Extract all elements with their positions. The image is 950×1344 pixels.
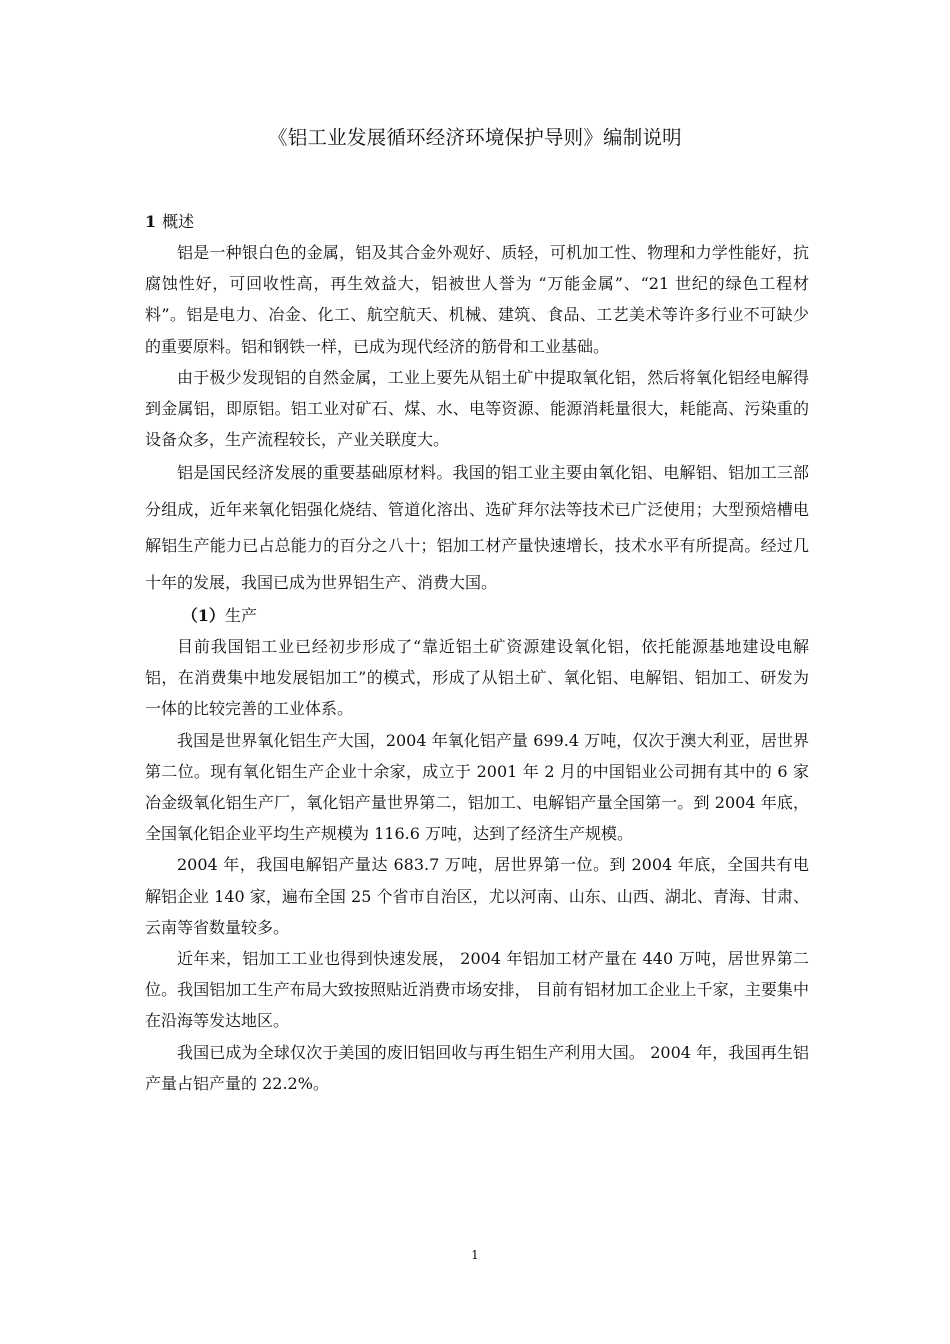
section-label: 概述 xyxy=(162,212,195,231)
section-heading xyxy=(145,207,809,237)
paragraph: 我国已成为全球仅次于美国的废旧铝回收与再生铝生产利用大国。 2004 年，我国再生铝产量占铝产量的 22.2%。 xyxy=(145,1042,809,1093)
paragraph: 我国是世界氧化铝生产大国，2004 年氧化铝产量 699.4 万吨，仅次于澳大利亚，居世界第二位。现有氧化铝生产企业十余家，成立于 2001 年 2 月的中国铝业公司拥有其中的 6 家冶金级氧化铝生产厂，氧化铝产量世界第二，铝加工、电解铝产量全国第一。到 2004 年底，全国氧化铝企业平均生产规模为 116.6 万吨，达到了经济生产规模。 xyxy=(145,730,809,844)
document-title: 《铝工业发展循环经济环境保护导则》编制说明 xyxy=(268,126,682,149)
paragraph: 目前我国铝工业已经初步形成了“靠近铝土矿资源建设氧化铝，依托能源基地建设电解铝，在消费集中地发展铝加工”的模式，形成了从铝土矿、氧化铝、电解铝、铝加工、研发为一体的比较完善的工业体系。 xyxy=(145,637,809,719)
document-body xyxy=(145,207,809,1099)
page-number: 1 xyxy=(471,1248,479,1262)
paragraph: 近年来，铝加工工业也得到快速发展， 2004 年铝加工材产量在 440 万吨，居世界第二位。我国铝加工生产布局大致按照贴近消费市场安排， 目前有铝材加工企业上千家，主要集中在沿海等发达地区。 xyxy=(145,949,809,1031)
subsection-number: （1） xyxy=(181,606,225,626)
paragraph: 铝是国民经济发展的重要基础原材料。我国的铝工业主要由氧化铝、电解铝、铝加工三部分组成，近年来氧化铝强化烧结、管道化溶出、选矿拜尔法等技术已广泛使用；大型预焙槽电解铝生产能力已占总能力的百分之八十；铝加工材产量快速增长，技术水平有所提高。经过几十年的发展，我国已成为世界铝生产、消费大国。 xyxy=(145,463,809,592)
subsection-label: 生产 xyxy=(224,606,257,626)
paragraph: 铝是一种银白色的金属，铝及其合金外观好、质轻，可机加工性、物理和力学性能好，抗腐蚀性好，可回收性高，再生效益大，铝被世人誉为 “万能金属”、“21 世纪的绿色工程材料”。铝是电力、冶金、化工、航空航天、机械、建筑、食品、工艺美术等许多行业不可缺少的重要原料。铝和钢铁一样，已成为现代经济的筋骨和工业基础。 xyxy=(145,243,809,356)
section-number: 1 xyxy=(145,212,157,231)
paragraph: 由于极少发现铝的自然金属，工业上要先从铝土矿中提取氧化铝，然后将氧化铝经电解得到金属铝，即原铝。铝工业对矿石、煤、水、电等资源、能源消耗量很大，耗能高、污染重的设备众多，生产流程较长，产业关联度大。 xyxy=(145,367,809,450)
paragraph: 2004 年，我国电解铝产量达 683.7 万吨，居世界第一位。到 2004 年底，全国共有电解铝企业 140 家，遍布全国 25 个省市自治区，尤以河南、山东、山西、湖北、青海、甘肃、云南等省数量较多。 xyxy=(145,855,809,937)
subsection-heading xyxy=(145,601,809,631)
